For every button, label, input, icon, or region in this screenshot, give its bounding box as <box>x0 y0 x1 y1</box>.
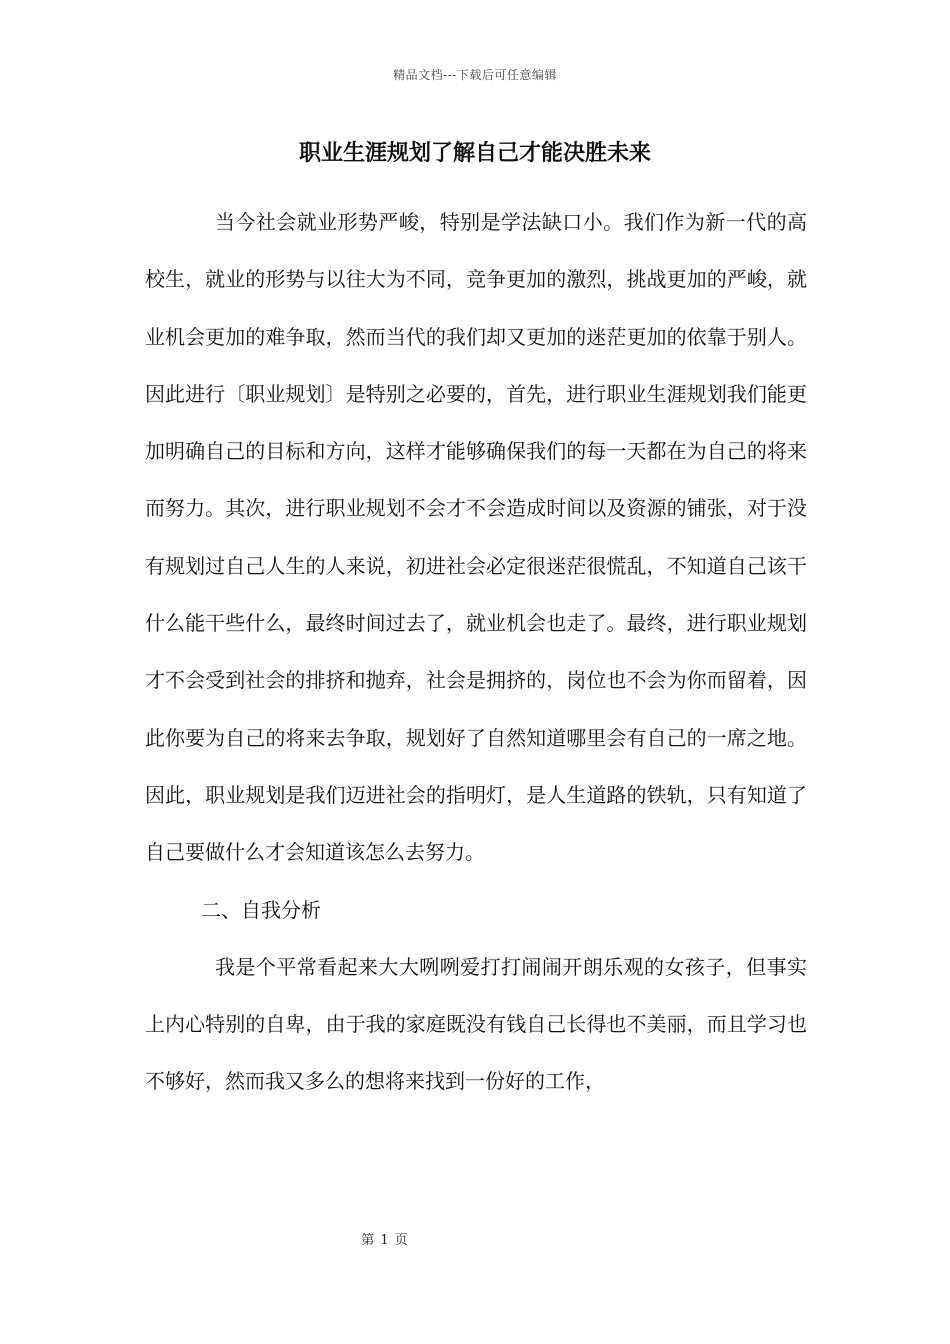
header-note: 精品文档---下载后可任意编辑 <box>393 68 557 82</box>
section-heading-self-analysis: 二、自我分析 <box>201 897 321 922</box>
paragraph-intro: 当今社会就业形势严峻，特别是学法缺口小。我们作为新一代的高校生，就业的形势与以往大为不同，竞争更加的激烈，挑战更加的严峻，就业机会更加的难争取，然而当代的我们却又更加的迷茫更加的依靠于别人。因此进行〔职业规划〕是特别之必要的，首先，进行职业生涯规划我们能更加明确自己的目标和方向，这样才能够确保我们的每一天都在为自己的将来而努力。其次，进行职业规划不会才不会造成时间以及资源的铺张，对于没有规划过自己人生的人来说，初进社会必定很迷茫很慌乱，不知道自己该干什么能干些什么，最终时间过去了，就业机会也走了。最终，进行职业规划才不会受到社会的排挤和抛弃，社会是拥挤的，岗位也不会为你而留着，因此你要为自己的将来去争取，规划好了自然知道哪里会有自己的一席之地。因此，职业规划是我们迈进社会的指明灯，是人生道路的铁轨，只有知道了自己要做什么才会知道该怎么去努力。 <box>145 210 807 865</box>
paragraph-self-analysis: 我是个平常看起来大大咧咧爱打打闹闹开朗乐观的女孩子，但事实上内心特别的自卑，由于我的家庭既没有钱自己长得也不美丽，而且学习也不够好，然而我又多么的想将来找到一份好的工作， <box>145 954 807 1094</box>
page-number: 第 1 页 <box>361 1233 409 1248</box>
document-body <box>145 194 807 1111</box>
document-title: 职业生涯规划了解自己才能决胜未来 <box>298 140 651 166</box>
